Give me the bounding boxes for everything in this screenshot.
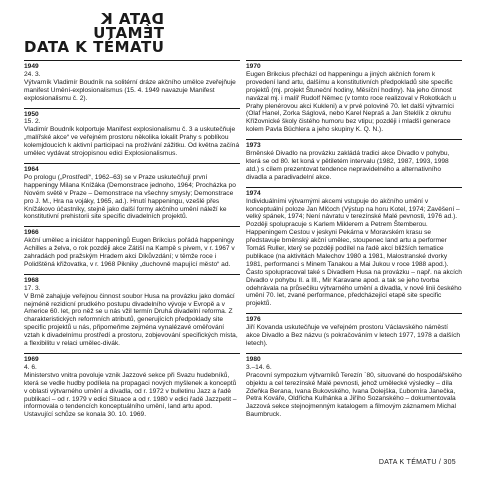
entry-year: 1976 [246, 316, 261, 324]
entry-paragraph: V Brně zahajuje veřejnou činnost soubor Husa na provázku jako domácí nejméně rezidicní prudkého postupu divadelního vývoje v Evropě a v Americe 60. let, pro něž se u nás vžil termín Druhá divadelní reforma. Z charakteristických reformních atributů, generujících předpoklady site specific projektů u nás, připomeňme zejména vynalézavé oměřování vztah k divadelnímu prostředí a prostoru, zobjevování specifických místa, a flexibilitu v relaci umělec-divák. [24, 292, 238, 348]
page-title-mirrored: DATA K TÉMATU [92, 10, 164, 42]
chronology-entry [246, 313, 462, 348]
divider [24, 163, 240, 164]
chronology-entry [24, 108, 240, 158]
entry-year: 1964 [24, 165, 39, 173]
chronology-entry [24, 226, 240, 269]
divider [246, 139, 462, 140]
divider [24, 274, 240, 275]
entry-paragraph: Vladimír Boudník kolportuje Manifest explosionalismu č. 3 a uskutečňuje „malířské akce“ ve veřejném prostoru několika lokalit Prahy s poblíkou kolemjdoucích k aktivní participaci na prožívání zážitku. Od května začíná umělec vydávat strojopisnou edici Explosionalismus. [24, 126, 240, 158]
left-column [24, 60, 240, 424]
entry-paragraph: 17. 3. [24, 284, 41, 292]
entry-paragraph: Individuálními výtvarnými akcemi vstupuje do akčního umění v konceptuální poloze Jan Mlčoch (Výstup na horu Kotel, 1974; Zavěšení – velký spánek, 1974; Není návratu v terezínské Malé pevnosti, 1976 ad.). Později spolupracuje s Karlem Miklerem a Petrem Štemberou. [246, 197, 460, 229]
divider [24, 60, 240, 61]
entry-paragraph: 24. 3. [24, 70, 41, 78]
divider [246, 353, 462, 354]
entry-year: 1966 [24, 229, 39, 237]
chronology-entry [24, 274, 240, 348]
entry-year: 1973 [246, 142, 261, 150]
entry-paragraph: Ministerstvo vnitra povoluje vznik Jazzové sekce při Svazu hudebníků, která se vedle hudby podílela na propagaci nových myšlenek a konceptů v oblasti výtvarného umění a divadla, od r. 1972 v bulletinu Jazz a řadě publikací – od r. 1979 v edici Situace a od r. 1980 v edici řadě Jazzpetit – informovala o tendencích konceptuálního umění, land artu apod. Ustavující schůze se konala 30. 10. 1969. [24, 371, 237, 419]
divider [246, 187, 462, 188]
chronology-entry [24, 163, 240, 221]
entry-year: 1950 [24, 110, 39, 118]
chronology-entry [246, 139, 462, 182]
entry-paragraph: Výtvarník Vladimír Boudník na solitérní dráze akčního umělce zveřejňuje manifest Umění-explosionalismus (15. 4. 1949 navazuje Manifest explosionalismu č. 2). [24, 78, 236, 102]
entry-paragraph: 4. 6. [24, 363, 37, 371]
entry-paragraph: Eugen Brikcius přechází od happeningu a jiných akčních forem k provedení land artu, dalšímu a konstitutivních předpokladů site specific projektů (mj. projekt Štuneční hodiny, Měsíční hodiny). Na jeho činnost navázal mj. i malíř Rudolf Němec (v tomto roce realizoval v Rokotkách u Prahy plenérovou akci Kukleni) a v prvé polovině 70. let další výtvarníci (Olaf Hanel, Zorka Ságlová, nebo Karel Nepraš a Jan Steklík z okruhu Křížovnické školy čistého humoru bez vtipu; později i mladší generace kolem Pavla Büchlera a jeho skupiny K. Q. N.). [246, 70, 457, 134]
divider [24, 353, 240, 354]
entry-year: 1969 [24, 356, 39, 363]
entry-year: 1949 [24, 63, 39, 70]
entry-year: 1970 [246, 63, 261, 70]
chronology-entry [246, 353, 462, 419]
divider [246, 60, 462, 61]
entry-paragraph: Po prologu („Prostředí“, 1962–63) se v Praze uskutečňují první happeningy Milana Knížáka (Demonstrace jednoho, 1964; Procházka po Novém světě v Praze – Demonstrace na všechny smysly; Demonstrace pro J. M., Hra na vojáky, 1965, ad.). Hnutí happeningu, vzešlé přes Knížákovo účastníky, stejně jako další formy akčního umění náleží ke konstitutivní prehistorii site specific divadelních projektů. [24, 173, 236, 221]
page-title-block [24, 12, 164, 54]
entry-paragraph: Brněnské Divadlo na provázku zakládá tradici akce Divadlo v pohybu, která se od 80. let koná v pětiletém intervalu (1982, 1987, 1993, 1998 atd.) s cílem prezentovat tendence nepravidelného a alternativního divadla a paradivadelní akce. [246, 150, 450, 181]
chronology-entry [24, 353, 240, 419]
divider [24, 226, 240, 227]
chronology-entry [246, 60, 462, 134]
page-title: DATA K TÉMATU [24, 38, 165, 56]
entry-paragraph: Pracovní sympozium výtvarníků Terezín ´80, situované do hospodářského objektu a cel terezínské Malé pevnosti, jehož umělecké výsledky – díla Zdeňka Berana, Ivana Bukovského, Ivana Dolejška, Ľubomíra Janečka, Petra Kováře, Oldřicha Kulhánka a Jiřího Sozanského – dokumentovala Jazzová sekce stejnojmenným katalogem a filmovým záznamem Michal Baumbruck. [246, 371, 462, 419]
entry-year: 1980 [246, 355, 261, 363]
divider [246, 313, 462, 314]
entry-year: 1974 [246, 189, 261, 197]
entry-paragraph: 3.–14. 6. [246, 363, 272, 371]
right-column [246, 60, 462, 424]
entry-paragraph: Jiří Kovanda uskutečňuje ve veřejném prostoru Václavského náměstí akce Divadlo a Bez názvu (s pokračováním v letech 1977, 1978 a dalších letech). [246, 324, 461, 347]
entry-paragraph: Happeningem Cestou v jeskyni Pekárna v Moravském krasu se představuje brněnský akční umělec, stoupenec land artu a performer Tomáš Ruller, který se později podílel na řadě akcí bližších tematice publikace (na aktivitách Malechov 1980 a 1981, Malostranské dvorky 1981, performanci s Minem Tanakou a Mai Jukou v roce 1988 apod.). Často spolupracoval také s Divadlem Husa na provázku – např. na akcích Divadlo v pohybu II. a III., Mir Karavane apod. a tak se jeho tvorba odehrávala na průsečíku výtvarného umění a divadla, v nové linii českého umění 70. let, zvané performance, předcházející etapě site specific projektů. [246, 229, 462, 308]
entry-paragraph: 15. 2. [24, 118, 41, 126]
chronology-entry [246, 187, 462, 309]
entry-year: 1968 [24, 276, 39, 284]
divider [24, 108, 240, 109]
entry-paragraph: Akční umělec a iniciátor happeningů Eugen Brikcius pořádá happeningy Achilles a želva, o rok později akce Zátiší na Kampě s pivem, v r. 1967 v zahradách pod pražským Hradem akci Díkůvzdání; v těmže roce i Polidštěná křižovatka, v r. 1968 Pikniky „duchovně mapující město“ ad. [24, 237, 235, 268]
chronology-entry [24, 60, 240, 103]
page-footer: DATA K TÉMATU / 305 [378, 459, 456, 466]
